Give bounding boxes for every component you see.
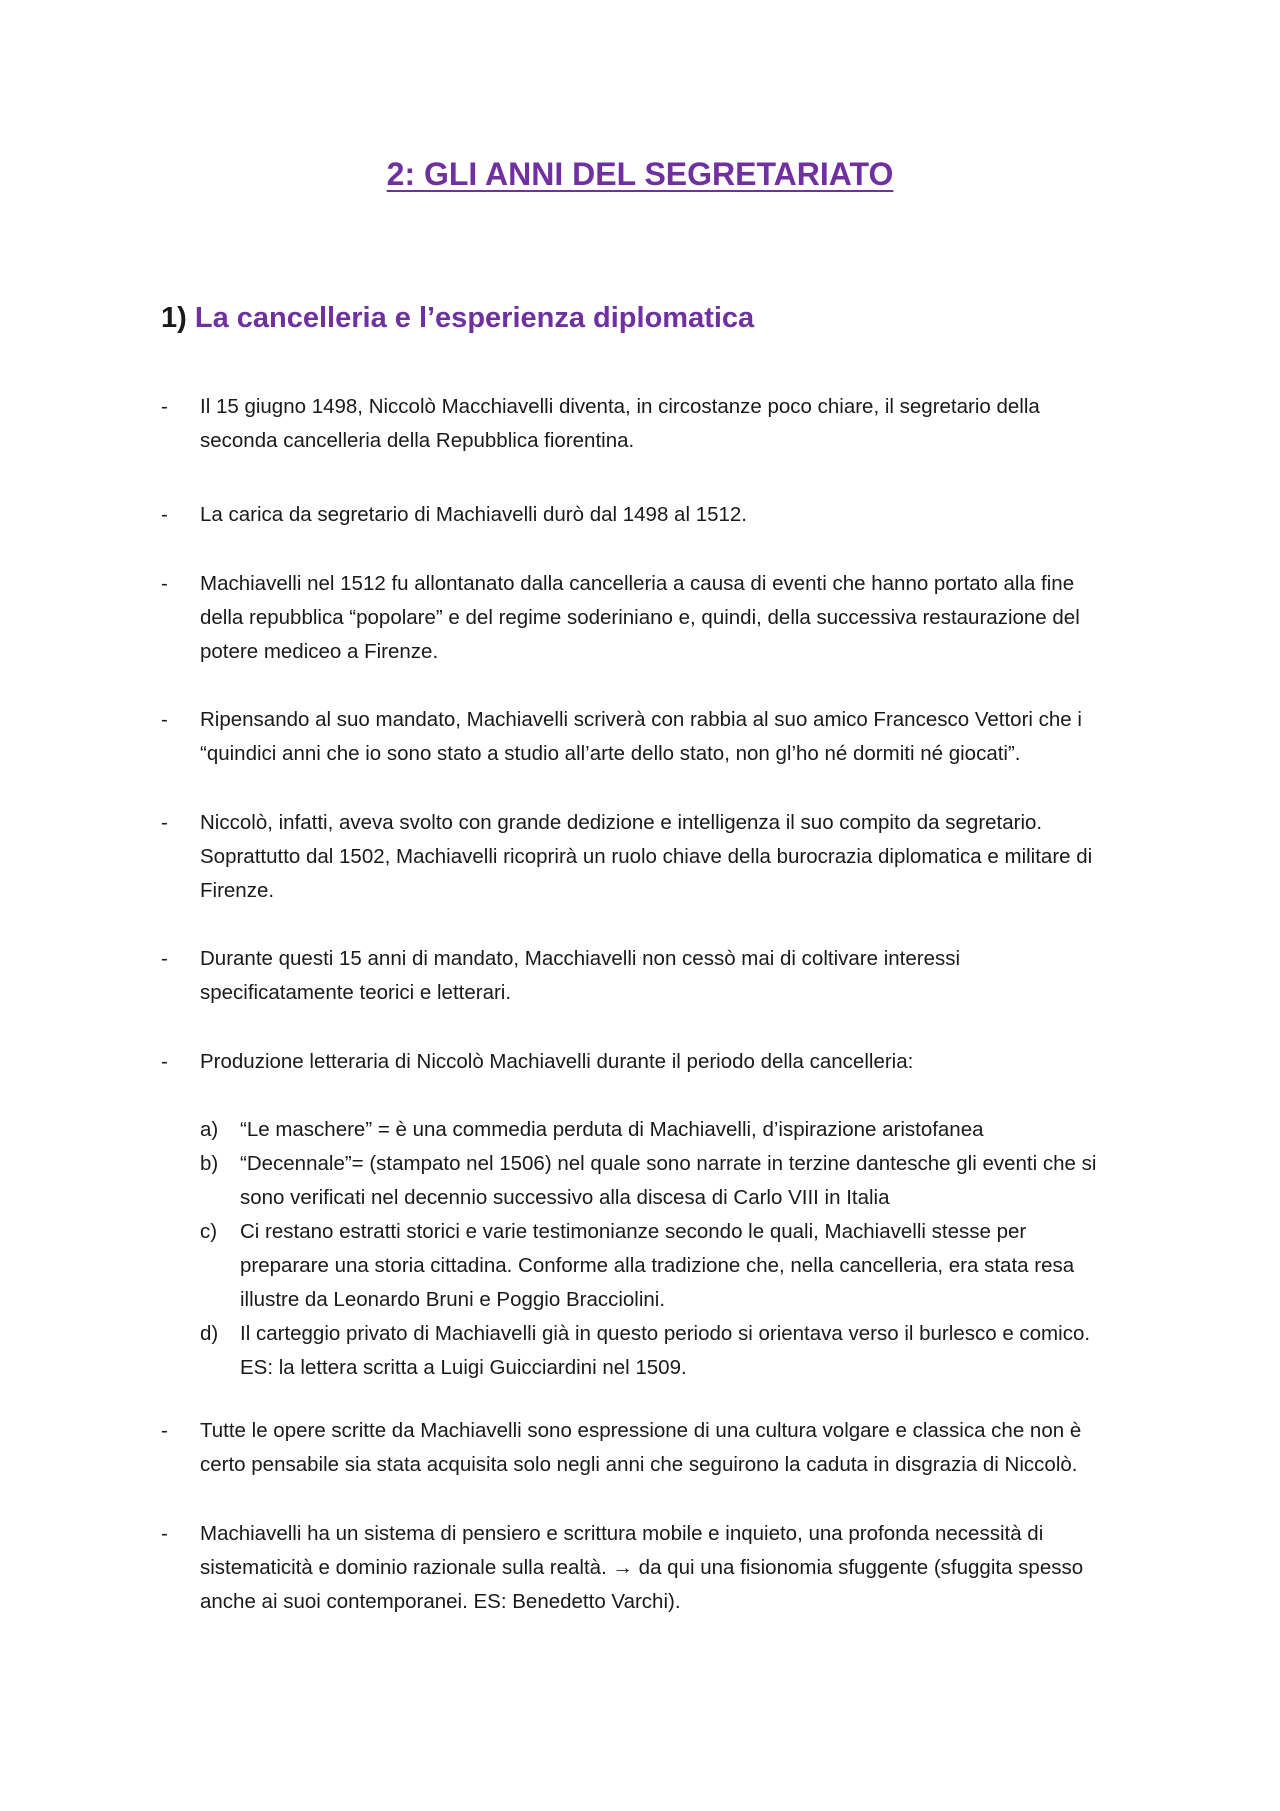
text-line: certo pensabile sia stata acquisita solo negli anni che seguirono la caduta in disgrazia di Niccolò.	[200, 1453, 1078, 1476]
text-line: Machiavelli ha un sistema di pensiero e scrittura mobile e inquieto, una profonda necessità di	[200, 1522, 1044, 1545]
text-line: Tutte le opere scritte da Machiavelli sono espressione di una cultura volgare e classica che non è	[200, 1419, 1082, 1442]
text-line: “Decennale”= (stampato nel 1506) nel quale sono narrate in terzine dantesche gli eventi che si	[240, 1152, 1097, 1175]
sub-list-item	[200, 1215, 1160, 1317]
bullet-dash: -	[161, 1419, 168, 1442]
bullet-text	[200, 390, 1160, 458]
bullet-dash: -	[161, 947, 168, 970]
text-line: ES: la lettera scritta a Luigi Guicciardini nel 1509.	[240, 1356, 687, 1379]
sub-item-marker: a)	[200, 1118, 219, 1141]
sub-item-marker: d)	[200, 1322, 219, 1345]
text-line: Soprattutto dal 1502, Machiavelli ricoprirà un ruolo chiave della burocrazia diplomatica e militare di	[200, 845, 1093, 868]
bullet-text	[200, 498, 1160, 532]
section-number: 1)	[161, 302, 187, 334]
bullet-text	[200, 806, 1160, 908]
sub-list-item	[200, 1113, 1160, 1147]
text-line: Produzione letteraria di Niccolò Machiavelli durante il periodo della cancelleria:	[200, 1050, 914, 1073]
text-line: seconda cancelleria della Repubblica fiorentina.	[200, 429, 635, 452]
bullet-dash: -	[161, 1050, 168, 1073]
bullet-text	[200, 567, 1160, 669]
section-title: La cancelleria e l’esperienza diplomatica	[194, 302, 755, 334]
text-line: sono verificati nel decennio successivo alla discesa di Carlo VIII in Italia	[240, 1186, 890, 1209]
bullet-dash: -	[161, 395, 168, 418]
bullet-text	[200, 1045, 1160, 1079]
text-line: preparare una storia cittadina. Conforme alla tradizione che, nella cancelleria, era stata resa	[240, 1254, 1075, 1277]
text-line: Il 15 giugno 1498, Niccolò Macchiavelli diventa, in circostanze poco chiare, il segretario della	[200, 395, 1040, 418]
text-line: “quindici anni che io sono stato a studio all’arte dello stato, non gl’ho né dormiti né giocati”.	[200, 742, 1021, 765]
text-line: della repubblica “popolare” e del regime soderiniano e, quindi, della successiva restaurazione del	[200, 606, 1080, 629]
text-line: Ci restano estratti storici e varie testimonianze secondo le quali, Machiavelli stesse per	[240, 1220, 1027, 1243]
bullet-dash: -	[161, 1522, 168, 1545]
sub-list-item	[200, 1147, 1160, 1215]
text-line: anche ai suoi contemporanei. ES: Benedetto Varchi).	[200, 1590, 681, 1613]
sub-item-marker: b)	[200, 1152, 219, 1175]
bullet-text	[200, 1414, 1160, 1482]
text-line: illustre da Leonardo Bruni e Poggio Bracciolini.	[240, 1288, 666, 1311]
bullet-text	[200, 703, 1160, 771]
bullet-text	[200, 1517, 1160, 1619]
text-line: “Le maschere” = è una commedia perduta di Machiavelli, d’ispirazione aristofanea	[240, 1118, 984, 1141]
text-line: La carica da segretario di Machiavelli durò dal 1498 al 1512.	[200, 503, 748, 526]
text-line: potere mediceo a Firenze.	[200, 640, 439, 663]
page-title: 2: GLI ANNI DEL SEGRETARIATO	[386, 156, 894, 192]
bullet-text	[200, 942, 1160, 1010]
bullet-dash: -	[161, 572, 168, 595]
text-line: Durante questi 15 anni di mandato, Macchiavelli non cessò mai di coltivare interessi	[200, 947, 961, 970]
sub-item-marker: c)	[200, 1220, 218, 1243]
text-line: Firenze.	[200, 879, 275, 902]
bullet-dash: -	[161, 811, 168, 834]
sub-list	[200, 1113, 1160, 1385]
text-line: Niccolò, infatti, aveva svolto con grande dedizione e intelligenza il suo compito da segretario.	[200, 811, 1043, 834]
text-line: Ripensando al suo mandato, Machiavelli scriverà con rabbia al suo amico Francesco Vettori che i	[200, 708, 1082, 731]
text-line: sistematicità e dominio razionale sulla realtà. → da qui una fisionomia sfuggente (sfuggita spesso	[200, 1556, 1084, 1579]
text-line: specificatamente teorici e letterari.	[200, 981, 512, 1004]
bullet-dash: -	[161, 503, 168, 526]
bullet-dash: -	[161, 708, 168, 731]
section-heading	[161, 302, 754, 335]
text-line: Il carteggio privato di Machiavelli già in questo periodo si orientava verso il burlesco e comico.	[240, 1322, 1091, 1345]
text-line: Machiavelli nel 1512 fu allontanato dalla cancelleria a causa di eventi che hanno portato alla fine	[200, 572, 1075, 595]
sub-list-item	[200, 1317, 1160, 1385]
